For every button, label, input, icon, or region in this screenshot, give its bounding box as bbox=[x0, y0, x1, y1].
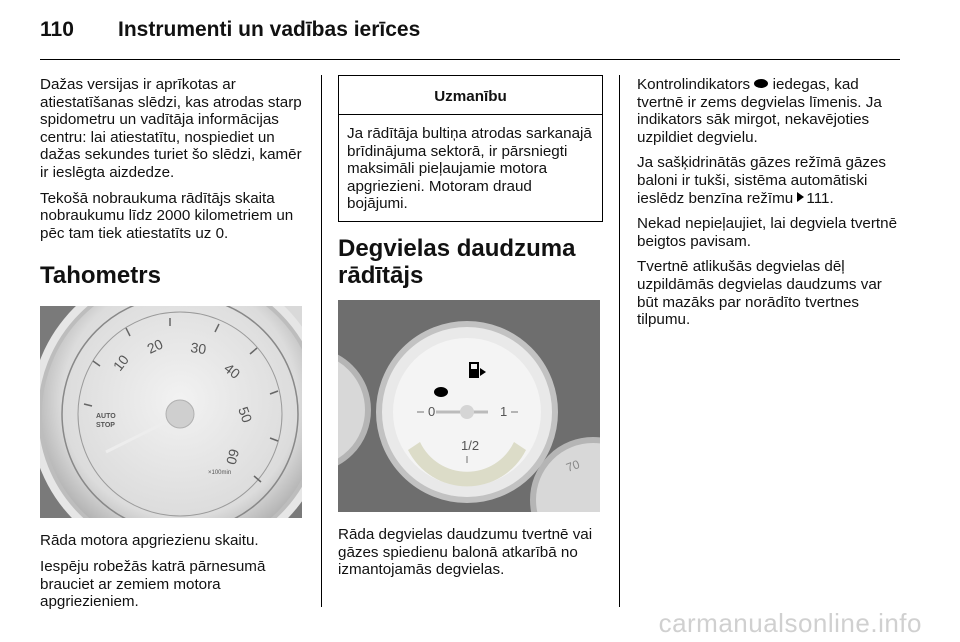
tach-label-40: 40 bbox=[221, 360, 244, 383]
tach-label-60: 60 bbox=[223, 447, 243, 467]
low-fuel-indicator-paragraph bbox=[637, 76, 902, 146]
fuel-label-full: 1 bbox=[500, 403, 508, 419]
column-2 bbox=[338, 76, 603, 587]
page-title: Instrumenti un vadības ierīces bbox=[118, 18, 421, 41]
rpm-unit-label: ×100min bbox=[208, 470, 232, 477]
speedo-label-70: 70 bbox=[564, 457, 582, 475]
indicator-text-before: Kontrolindikators bbox=[637, 76, 751, 93]
fuel-gauge-description: Rāda degvielas daudzumu tvertnē vai gāzes spiedienu balonā atkarībā no izmantojamās degvielas. bbox=[338, 525, 593, 579]
watermark: carmanualsonline.info bbox=[658, 608, 922, 638]
fuel-label-empty: 0 bbox=[428, 403, 436, 419]
column-divider bbox=[321, 75, 322, 607]
column-divider bbox=[619, 75, 620, 607]
lpg-text: Ja sašķidrinātās gāzes režīmā gāzes baloni ir tukši, sistēma automātiski ieslēdz benzīna režīmu bbox=[637, 154, 887, 207]
tachometer-description: Rāda motora apgriezienu skaitu. bbox=[40, 532, 259, 550]
page-reference-icon bbox=[797, 192, 804, 202]
fuel-warning-icon bbox=[754, 79, 768, 88]
caution-title: Uzmanību bbox=[339, 76, 602, 115]
page-reference[interactable]: 111. bbox=[806, 189, 834, 207]
caution-box bbox=[338, 75, 603, 222]
auto-label: AUTO bbox=[96, 413, 116, 421]
fuel-label-half: 1/2 bbox=[461, 437, 480, 453]
column-1 bbox=[40, 76, 305, 619]
indicator-text-after: iedegas, kad tvertnē ir zems degvielas līmenis. Ja indikators sāk mirgot, nekavējoties uzpildiet degvielu. bbox=[637, 76, 882, 146]
residual-fuel-paragraph: Tvertnē atlikušās degvielas dēļ uzpildāmās degvielas daudzums var būt mazāks par norādīto tvertnes tilpumu. bbox=[637, 258, 882, 329]
column-3 bbox=[637, 76, 902, 337]
header-rule bbox=[40, 59, 900, 60]
never-run-empty-paragraph: Nekad nepieļaujiet, lai degviela tvertnē beigtos pavisam. bbox=[637, 215, 898, 250]
tach-label-50: 50 bbox=[235, 404, 256, 426]
lpg-paragraph bbox=[637, 154, 902, 207]
stop-label: STOP bbox=[96, 422, 115, 430]
fuel-gauge-figure bbox=[338, 300, 600, 512]
caution-text: Ja rādītāja bultiņa atrodas sarkanajā brīdinājuma sektorā, ir pārsniegti maksimāli pieļaujamie motora apgriezieni. Motoram draud bojājumi. bbox=[347, 125, 592, 213]
reset-switch-paragraph: Dažas versijas ir aprīkotas ar atiestatīšanas slēdzi, kas atrodas starp spidometru un vadītāja informācijas centru: lai atiestatītu, nospiediet un dažas sekundes turiet šo slēdzi, kamēr ir ieslēgta aizdedze. bbox=[40, 76, 302, 181]
tachometer-figure bbox=[40, 306, 302, 518]
page-header bbox=[40, 18, 900, 58]
page-number: 110 bbox=[40, 18, 74, 41]
tach-label-10: 10 bbox=[109, 352, 132, 375]
trip-odometer-paragraph: Tekošā nobraukuma rādītājs skaita nobraukumu līdz 2000 kilometriem un pēc tam tiek atiestatīts uz 0. bbox=[40, 189, 294, 242]
fuel-gauge-heading: Degvielas daudzuma rādītājs bbox=[338, 234, 576, 289]
tach-label-20: 20 bbox=[144, 335, 166, 358]
tach-label-30: 30 bbox=[189, 339, 208, 358]
tachometer-heading: Tahometrs bbox=[40, 262, 161, 290]
low-rpm-advice: Iespēju robežās katrā pārnesumā brauciet ar zemiem motora apgriezieniem. bbox=[40, 557, 266, 611]
